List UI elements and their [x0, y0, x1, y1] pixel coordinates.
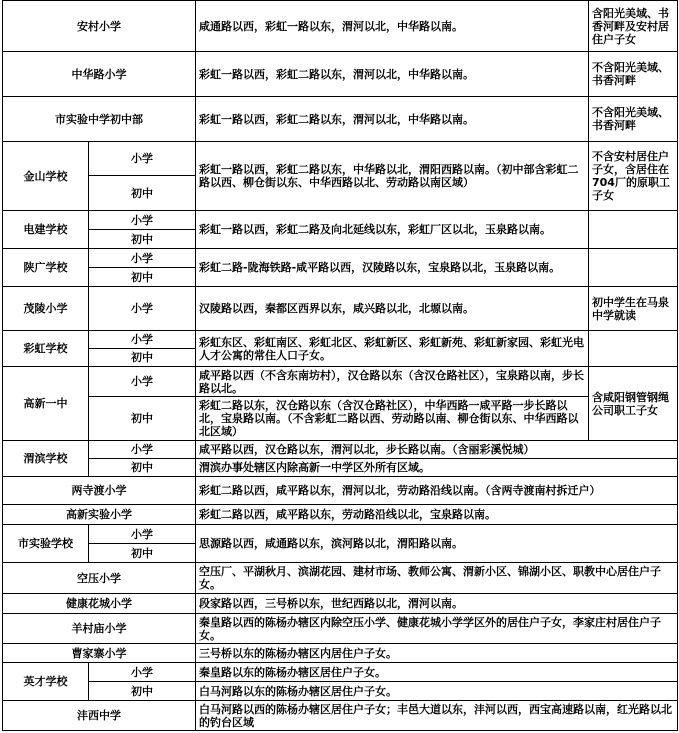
school-name: 健康花城小学	[3, 594, 196, 614]
district-area: 汉陵路以西，秦都区西界以东，咸兴路以北，北塬以南。	[196, 287, 589, 331]
school-level: 小学	[89, 663, 196, 682]
school-level: 初中	[89, 176, 196, 211]
school-name: 中华路小学	[3, 52, 196, 97]
remark: 不含阳光美域、书香河畔	[589, 52, 678, 97]
school-name: 电建学校	[3, 211, 89, 249]
table-row	[3, 525, 678, 544]
district-area: 彩虹一路以西，彩虹二路以东，渭河以北，中华路以南。	[196, 97, 589, 142]
school-level: 初中	[89, 544, 196, 563]
table-row	[3, 505, 678, 525]
district-area: 彩虹二路以西，咸平路以东，劳动路沿线以北，宝泉路以南。	[196, 505, 678, 525]
table-row	[3, 459, 678, 477]
school-name: 英才学校	[3, 663, 89, 701]
school-name: 金山学校	[3, 142, 89, 211]
school-level: 小学	[89, 525, 196, 544]
remark: 不含安村居住户子女，含居住在704厂的原职工子女	[589, 142, 678, 211]
table-row	[3, 644, 678, 663]
school-name: 空压小学	[3, 563, 196, 594]
remark	[589, 249, 678, 287]
district-area: 咸平路以西（不含东南坊村），汉仓路以东（含汉仓路社区），宝泉路以南，步长路以北。	[196, 367, 589, 397]
school-level: 初中	[89, 682, 196, 701]
table-row	[3, 331, 678, 349]
district-area: 彩虹东区、彩虹南区、彩虹北区、彩虹新区、彩虹新苑、彩虹新家园、彩虹光电人才公寓的常住人口子女。	[196, 331, 589, 367]
school-level: 初中	[89, 397, 196, 441]
school-name: 渭滨学校	[3, 441, 89, 477]
remark: 初中学生在马泉中学就读	[589, 287, 678, 331]
table-row	[3, 97, 678, 142]
district-area: 咸平路以西，汉仓路以东，渭河以北，步长路以南。（含丽彩溪悦城）	[196, 441, 678, 459]
table-row	[3, 287, 678, 331]
table-row	[3, 1, 678, 52]
remark	[589, 211, 678, 249]
remark	[589, 331, 678, 367]
district-area: 咸通路以西，彩虹一路以东，渭河以北，中华路以南。	[196, 1, 589, 52]
school-name: 市实验学校	[3, 525, 89, 563]
school-level: 初中	[89, 268, 196, 287]
school-name: 市实验中学初中部	[3, 97, 196, 142]
remark: 含咸阳钢管钢绳公司职工子女	[589, 367, 678, 441]
school-level: 小学	[89, 211, 196, 230]
table-row	[3, 701, 678, 731]
table-row	[3, 477, 678, 505]
table-row	[3, 142, 678, 176]
district-area: 白马河路以东的陈杨办辖区居住户子女。	[196, 682, 678, 701]
district-area: 思源路以西，咸通路以东，滨河路以北，渭阳路以南。	[196, 525, 678, 563]
table-row	[3, 441, 678, 459]
school-name: 曹家寨小学	[3, 644, 196, 663]
table-row	[3, 397, 678, 441]
table-row	[3, 249, 678, 268]
table-row	[3, 211, 678, 230]
table-row	[3, 663, 678, 682]
table-row	[3, 367, 678, 397]
district-area: 彩虹一路以西，彩虹二路及向北延线以东，彩虹厂区以北，玉泉路以南。	[196, 211, 589, 249]
district-area: 秦皇路以东的陈杨办辖区居住户子女。	[196, 663, 678, 682]
school-name: 羊村庙小学	[3, 614, 196, 644]
district-area: 彩虹二路以东，汉仓路以东（含汉仓路社区），中华西路一咸平路一步长路以北，宝泉路以南。（不含彩虹二路以西、劳动路以南、柳仓街以东、中华西路以北区域）	[196, 397, 589, 441]
school-level: 初中	[89, 349, 196, 367]
school-name: 两寺渡小学	[3, 477, 196, 505]
school-level: 初中	[89, 230, 196, 249]
school-level: 小学	[89, 441, 196, 459]
district-area: 三号桥以东的陈杨办辖区内居住户子女。	[196, 644, 678, 663]
district-area: 彩虹一路以西，彩虹二路以东，渭河以北，中华路以南。	[196, 52, 589, 97]
school-level: 小学	[89, 367, 196, 397]
school-name: 高新实验小学	[3, 505, 196, 525]
school-level: 小学	[89, 287, 196, 331]
school-level: 小学	[89, 331, 196, 349]
district-area: 彩虹二路以西，咸平路以东，渭河以北，劳动路沿线以南。（含两寺渡南村拆迁户）	[196, 477, 678, 505]
table-row	[3, 682, 678, 701]
school-level: 小学	[89, 249, 196, 268]
district-area: 空压厂、平湖秋月、滨湖花园、建材市场、教师公寓、渭新小区、锦湖小区、职教中心居住户子女。	[196, 563, 678, 594]
school-name: 高新一中	[3, 367, 89, 441]
school-name: 彩虹学校	[3, 331, 89, 367]
district-area: 白马河路以西的陈杨办辖区居住户子女；丰邑大道以东，沣河以西，西宝高速路以南，红光路以北的钓台区域	[196, 701, 678, 731]
table-row	[3, 563, 678, 594]
school-level: 小学	[89, 142, 196, 176]
district-area: 彩虹一路以西，彩虹二路以东，中华路以北，渭阳西路以南。（初中部含彩虹二路以西、柳仓街以东、中华西路以北、劳动路以南区域）	[196, 142, 589, 211]
school-level: 初中	[89, 459, 196, 477]
school-name: 陕广学校	[3, 249, 89, 287]
district-area: 渭滨办事处辖区内除高新一中学区外所有区域。	[196, 459, 678, 477]
remark: 不含阳光美域、书香河畔	[589, 97, 678, 142]
school-name: 茂陵小学	[3, 287, 89, 331]
school-name: 沣西中学	[3, 701, 196, 731]
school-district-table	[2, 0, 678, 731]
table-row	[3, 52, 678, 97]
district-area: 秦皇路以西的陈杨办辖区内除空压小学、健康花城小学学区外的居住户子女，李家庄村居住户子女。	[196, 614, 678, 644]
district-area: 彩虹二路-陇海铁路-咸平路以西，汉陵路以东，宝泉路以北，玉泉路以南。	[196, 249, 589, 287]
table-row	[3, 594, 678, 614]
district-area: 段家路以西，三号桥以东，世纪西路以北，渭河以南。	[196, 594, 678, 614]
table-row	[3, 614, 678, 644]
remark: 含阳光美域、书香河畔及安村居住户子女	[589, 1, 678, 52]
school-name: 安村小学	[3, 1, 196, 52]
